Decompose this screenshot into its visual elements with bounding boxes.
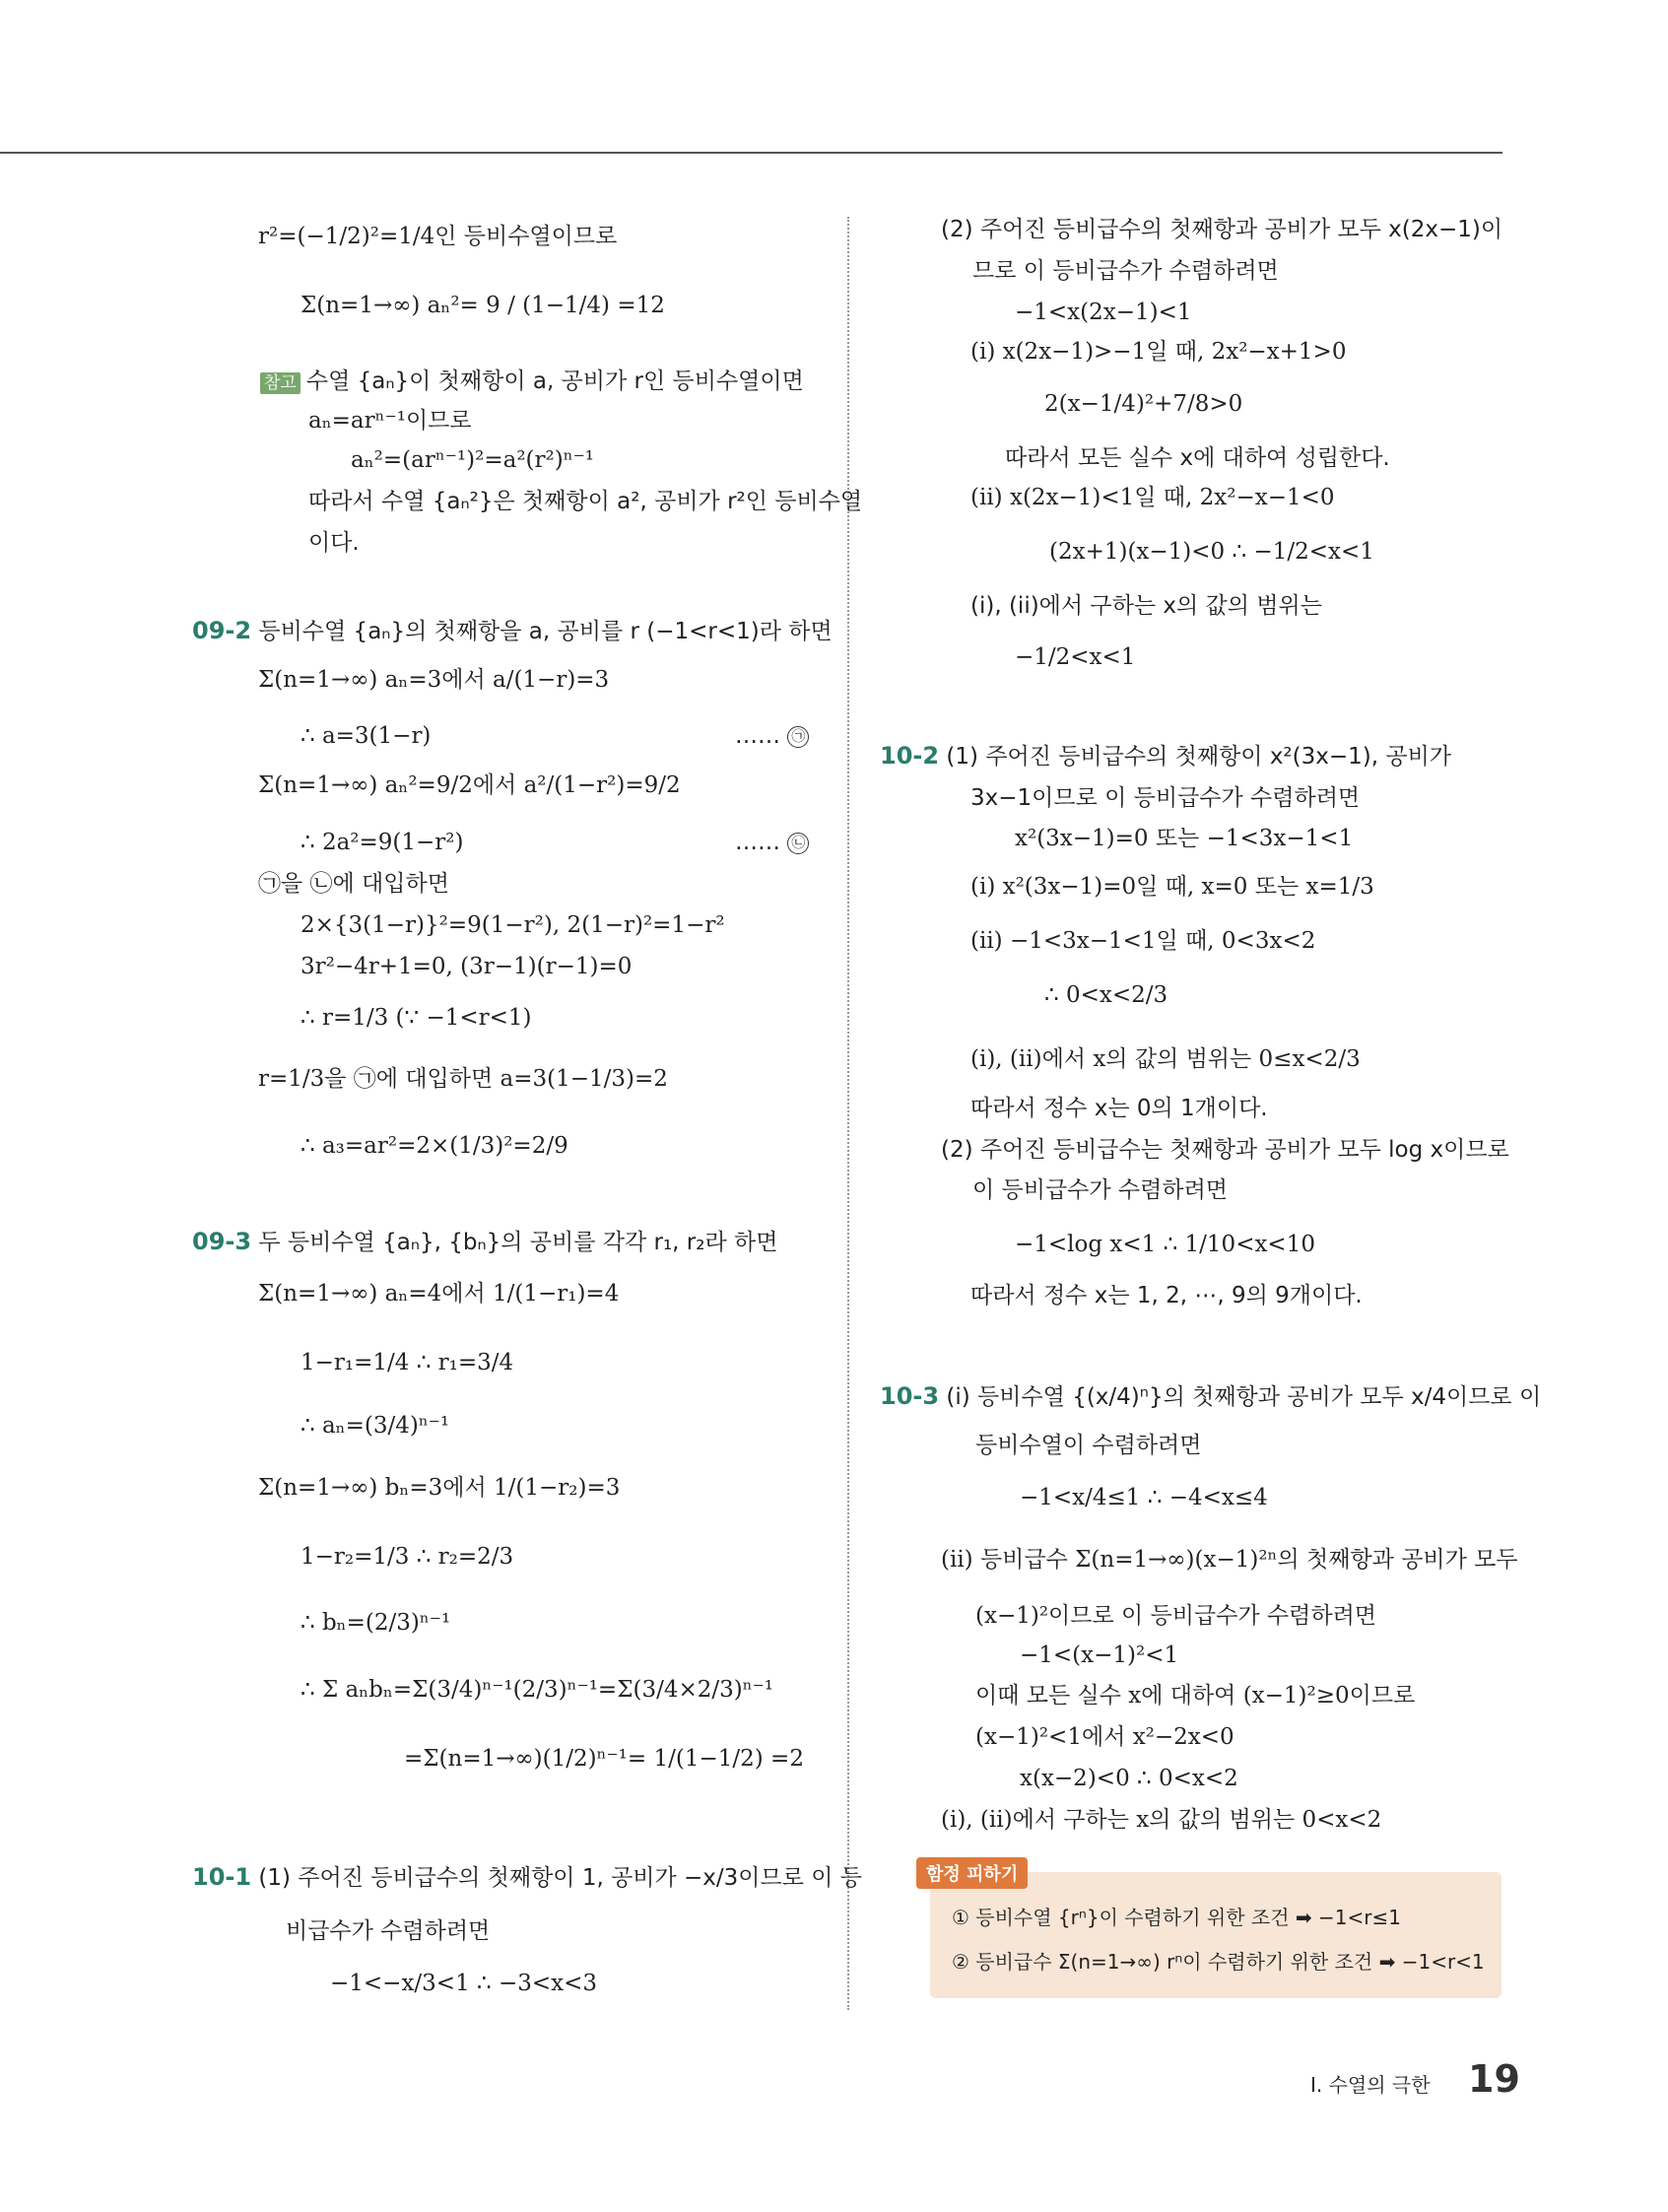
p093-line-9: =Σ(n=1→∞)(1/2)ⁿ⁻¹= 1/(1−1/2) =2: [404, 1746, 804, 1772]
p103-line-1: (i) 등비수열 {(x/4)ⁿ}의 첫째항과 공비가 모두 x/4이므로 이: [946, 1384, 1542, 1410]
trap-line-2: ② 등비급수 Σ(n=1→∞) rⁿ이 수렴하기 위한 조건 ➡ −1<r<1: [952, 1950, 1485, 1974]
p093-line-3: 1−r₁=1/4 ∴ r₁=3/4: [300, 1350, 514, 1375]
p093-line-6: 1−r₂=1/3 ∴ r₂=2/3: [300, 1544, 514, 1570]
p102-line-12: 따라서 정수 x는 1, 2, ⋯, 9의 9개이다.: [970, 1283, 1363, 1308]
p102-line-5: (ii) −1<3x−1<1일 때, 0<3x<2: [970, 928, 1316, 954]
page-number: 19: [1468, 2057, 1520, 2101]
p101-line-2: 비급수가 수렴하려면: [286, 1918, 491, 1944]
right-line-3: −1<x(2x−1)<1: [1015, 300, 1192, 325]
right-line-10: −1/2<x<1: [1015, 644, 1136, 670]
left-line-1: r²=(−1/2)²=1/4인 등비수열이므로: [258, 224, 618, 249]
p092-line-8: 3r²−4r+1=0, (3r−1)(r−1)=0: [300, 954, 633, 979]
p102-line-4: (i) x²(3x−1)=0일 때, x=0 또는 x=1/3: [970, 874, 1374, 900]
column-divider: [847, 217, 849, 2010]
right-line-2: 므로 이 등비급수가 수렴하려면: [972, 258, 1279, 284]
p092-line-2: Σ(n=1→∞) aₙ=3에서 a/(1−r)=3: [258, 667, 610, 693]
p092-line-6: ㉠을 ㉡에 대입하면: [258, 871, 449, 897]
p092-line-9: ∴ r=1/3 (∵ −1<r<1): [300, 1005, 532, 1031]
left-line-2: Σ(n=1→∞) aₙ²= 9 / (1−1/4) =12: [300, 293, 665, 318]
p103-line-6: −1<(x−1)²<1: [1020, 1642, 1179, 1668]
p093-line-5: Σ(n=1→∞) bₙ=3에서 1/(1−r₂)=3: [258, 1475, 621, 1501]
p103-line-7: 이때 모든 실수 x에 대하여 (x−1)²≥0이므로: [975, 1683, 1416, 1709]
p102-line-1: (1) 주어진 등비급수의 첫째항이 x²(3x−1), 공비가: [946, 744, 1452, 770]
p103-line-2: 등비수열이 수렴하려면: [975, 1433, 1202, 1458]
p092-marker-2: …… ㉡: [735, 828, 809, 857]
ref-line-1: 수열 {aₙ}이 첫째항이 a, 공비가 r인 등비수열이면: [305, 369, 804, 394]
p102-line-6: ∴ 0<x<2/3: [1044, 982, 1168, 1008]
trap-box: [930, 1872, 1501, 1998]
problem-label-09-2: 09-2: [192, 617, 252, 644]
ref-note: [260, 367, 804, 398]
problem-label-09-3: 09-3: [192, 1228, 252, 1255]
right-line-5: 2(x−1/4)²+7/8>0: [1044, 391, 1243, 417]
trap-line-1: ① 등비수열 {rⁿ}이 수렴하기 위한 조건 ➡ −1<r≤1: [952, 1906, 1401, 1929]
p103-line-5: (x−1)²이므로 이 등비급수가 수렴하려면: [975, 1603, 1377, 1629]
right-line-1: (2) 주어진 등비급수의 첫째항과 공비가 모두 x(2x−1)이: [941, 217, 1503, 242]
problem-09-3: [192, 1227, 777, 1257]
ref-line-5: 이다.: [308, 530, 360, 556]
p092-marker-1: …… ㉠: [735, 721, 809, 751]
p103-line-10: (i), (ii)에서 구하는 x의 값의 범위는 0<x<2: [941, 1807, 1382, 1833]
p102-line-7: (i), (ii)에서 x의 값의 범위는 0≤x<2/3: [970, 1046, 1361, 1072]
problem-10-1: [192, 1862, 862, 1893]
p092-line-5: ∴ 2a²=9(1−r²): [300, 830, 464, 855]
footer-chapter: Ⅰ. 수열의 극한: [1310, 2073, 1431, 2097]
p092-line-3: ∴ a=3(1−r): [300, 723, 432, 749]
p093-line-7: ∴ bₙ=(2/3)ⁿ⁻¹: [300, 1610, 451, 1636]
problem-10-3: [880, 1381, 1541, 1412]
p092-line-7: 2×{3(1−r)}²=9(1−r²), 2(1−r)²=1−r²: [300, 912, 725, 938]
p103-line-8: (x−1)²<1에서 x²−2x<0: [975, 1724, 1234, 1750]
problem-label-10-1: 10-1: [192, 1863, 252, 1891]
p092-line-11: ∴ a₃=ar²=2×(1/3)²=2/9: [300, 1133, 568, 1159]
right-line-7: (ii) x(2x−1)<1일 때, 2x²−x−1<0: [970, 485, 1335, 510]
right-line-8: (2x+1)(x−1)<0 ∴ −1/2<x<1: [1049, 539, 1374, 565]
p101-line-3: −1<−x/3<1 ∴ −3<x<3: [330, 1971, 598, 1996]
p093-line-1: 두 등비수열 {aₙ}, {bₙ}의 공비를 각각 r₁, r₂라 하면: [258, 1230, 778, 1255]
p103-line-4: (ii) 등비급수 Σ(n=1→∞)(x−1)²ⁿ의 첫째항과 공비가 모두: [941, 1547, 1518, 1573]
problem-label-10-3: 10-3: [880, 1382, 940, 1410]
header-rule: [0, 152, 1502, 154]
p093-line-2: Σ(n=1→∞) aₙ=4에서 1/(1−r₁)=4: [258, 1281, 620, 1307]
p092-line-1: 등비수열 {aₙ}의 첫째항을 a, 공비를 r (−1<r<1)라 하면: [258, 619, 833, 644]
ref-line-2: aₙ=arⁿ⁻¹이므로: [308, 408, 472, 434]
right-line-6: 따라서 모든 실수 x에 대하여 성립한다.: [1005, 445, 1390, 471]
p102-line-11: −1<log x<1 ∴ 1/10<x<10: [1015, 1232, 1315, 1257]
p101-line-1: (1) 주어진 등비급수의 첫째항이 1, 공비가 −x/3이므로 이 등: [258, 1865, 863, 1891]
p102-line-10: 이 등비급수가 수렴하려면: [972, 1177, 1229, 1203]
ref-line-3: aₙ²=(arⁿ⁻¹)²=a²(r²)ⁿ⁻¹: [351, 447, 595, 473]
right-line-4: (i) x(2x−1)>−1일 때, 2x²−x+1>0: [970, 339, 1347, 365]
problem-10-2: [880, 741, 1451, 771]
p102-line-9: (2) 주어진 등비급수는 첫째항과 공비가 모두 log x이므로: [941, 1137, 1509, 1163]
p093-line-4: ∴ aₙ=(3/4)ⁿ⁻¹: [300, 1413, 450, 1439]
p103-line-3: −1<x/4≤1 ∴ −4<x≤4: [1020, 1485, 1268, 1510]
ref-badge: 참고: [260, 372, 300, 394]
problem-label-10-2: 10-2: [880, 742, 940, 770]
trap-badge: 함정 피하기: [916, 1857, 1028, 1889]
p092-line-10: r=1/3을 ㉠에 대입하면 a=3(1−1/3)=2: [258, 1066, 668, 1092]
problem-09-2: [192, 616, 833, 646]
p093-line-8: ∴ Σ aₙbₙ=Σ(3/4)ⁿ⁻¹(2/3)ⁿ⁻¹=Σ(3/4×2/3)ⁿ⁻¹: [300, 1677, 774, 1703]
p102-line-8: 따라서 정수 x는 0의 1개이다.: [970, 1096, 1268, 1121]
p102-line-3: x²(3x−1)=0 또는 −1<3x−1<1: [1015, 826, 1354, 851]
p102-line-2: 3x−1이므로 이 등비급수가 수렴하려면: [970, 785, 1361, 811]
p092-line-4: Σ(n=1→∞) aₙ²=9/2에서 a²/(1−r²)=9/2: [258, 772, 681, 798]
right-line-9: (i), (ii)에서 구하는 x의 값의 범위는: [970, 593, 1322, 619]
p103-line-9: x(x−2)<0 ∴ 0<x<2: [1020, 1766, 1238, 1791]
ref-line-4: 따라서 수열 {aₙ²}은 첫째항이 a², 공비가 r²인 등비수열: [308, 489, 863, 514]
